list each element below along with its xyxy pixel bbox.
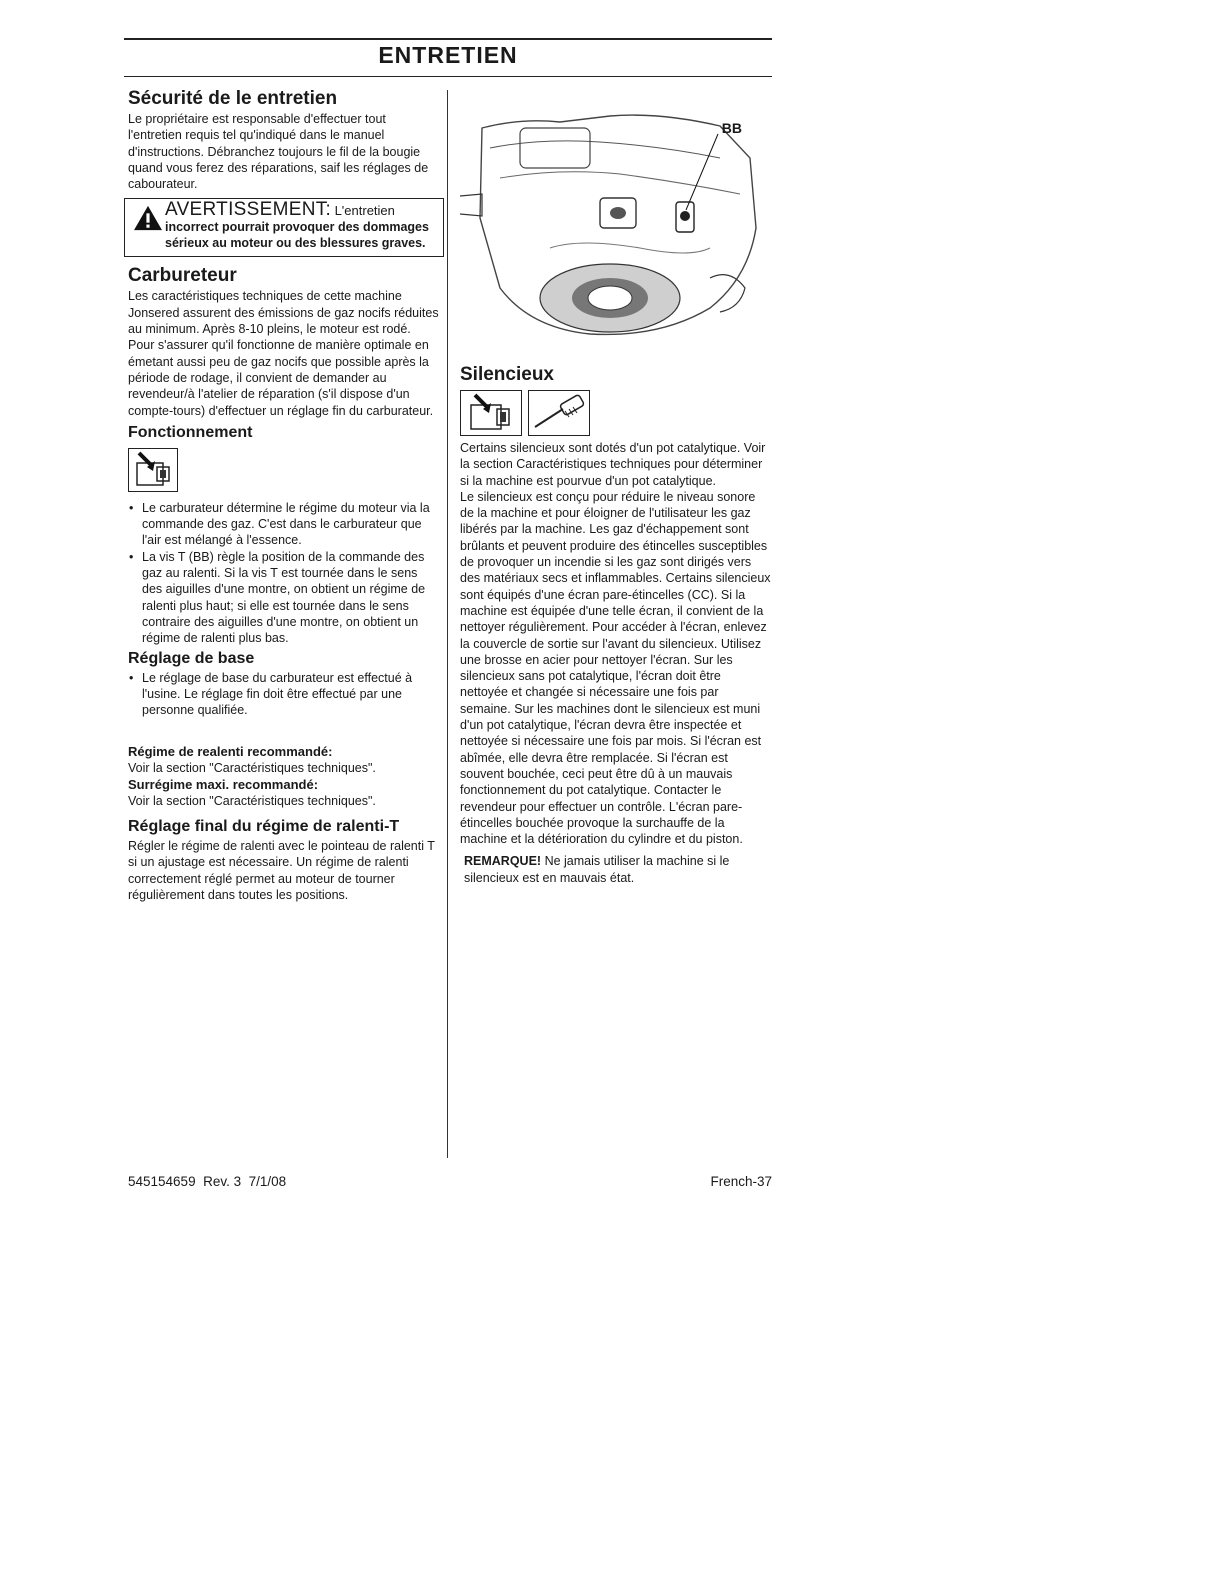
base-list — [128, 670, 440, 719]
safety-text: Le propriétaire est responsable d'effectuer tout l'entretien requis tel qu'indiqué dans le manuel d'instructions. Débranchez toujours le fil de la bougie quand vous ferez des réparations, saif les réglages de cabourateur. — [128, 112, 429, 192]
title-rule — [124, 76, 772, 77]
idle-rec-text: Voir la section "Caractéristiques techniques". — [128, 761, 376, 776]
safety-heading: Sécurité de le entretien — [128, 88, 338, 109]
carb-heading: Carbureteur — [128, 265, 237, 287]
operation-heading: Fonctionnement — [128, 423, 253, 441]
top-rule — [124, 38, 772, 40]
final-text: Régler le régime de ralenti avec le pointeau de ralenti T si un ajustage est nécessaire. Un régime de ralenti correctement réglé permet au moteur de tourner régulièrement dans toutes les positions. — [128, 839, 435, 902]
muffler-symbols — [460, 390, 772, 436]
max-rec-text: Voir la section "Caractéristiques techniques". — [128, 793, 376, 808]
footer-docnum: 545154659 Rev. 3 7/1/08 — [128, 1174, 287, 1189]
muffler-text-2: Le silencieux est conçu pour réduire le niveau sonore de la machine et pour éloigner de l'utilisateur les gaz libérés par la machine. Les gaz d'échappement sont brûlants et peuvent produire des étincelles susceptibles de provoquer un incendie si les gaz sont dirigés vers des matériaux secs et inflammables. Certains silencieux sont équipés d'une écran pare-étincelles (CC). Si la machine est équipée d'une telle écran, il convient de la nettoyer régulièrement. Pour accéder à l'écran, enlevez la couvercle de sortie sur l'avant du silencieux. Utilisez une brosse en acier pour nettoyer l'écran. Sur les silencieux sans pot catalytique, l'écran doit être nettoyée et changée si nécessaire une fois par semaine. Sur les machines dont le silencieux est muni d'un pot catalytique, l'écran devra être inspectée et nettoyée si nécessaire une fois par mois. Si l'écran est abîmée, elle devra être remplacée. Si l'écran est souvent bouchée, ceci peut être dû à un mauvais fonctionnement du pot catalytique. Contacter le revendeur pour effectuer un contrôle. L'écran pare-étincelles bouchée provoque la surchauffe de la machine et la détérioration du cylindre et du piston. — [460, 489, 771, 847]
carburetor-symbol-icon — [128, 448, 178, 492]
note-text: Ne jamais utiliser la machine si le silencieux est en mauvais état. — [464, 854, 730, 885]
warning-box — [124, 198, 444, 257]
warning-body: incorrect pourrait provoquer des dommages sérieux au moteur ou des blessures graves. — [165, 220, 429, 251]
muffler-note — [460, 853, 772, 886]
operation-list — [128, 500, 440, 647]
right-column — [460, 88, 772, 886]
left-column — [128, 88, 440, 903]
warning-title: AVERTISSEMENT: — [165, 199, 332, 221]
base-heading: Réglage de base — [128, 649, 255, 667]
warning-triangle-icon — [131, 204, 165, 232]
list-item: • Le carburateur détermine le régime du moteur via la commande des gaz. C'est dans le carburateur que l'air est mélangé à l'essence. — [128, 500, 440, 549]
warning-text — [165, 199, 437, 251]
muffler-symbol-icon — [460, 390, 522, 436]
muffler-heading: Silencieux — [460, 364, 554, 385]
list-item: • La vis T (BB) règle la position de la commande des gaz au ralenti. Si la vis T est tournée dans le sens des aiguilles d'une montre, on obtient un régime de ralenti plus haut; si elle est tournée dans le sens contraire des aiguilles d'une montre, on obtient un régime de ralenti plus bas. — [128, 549, 440, 647]
footer-page: French-37 — [710, 1174, 772, 1189]
list-item: • Le réglage de base du carburateur est effectué à l'usine. Le réglage fin doit être effectué par une personne qualifiée. — [128, 670, 440, 719]
wire-brush-icon — [528, 390, 590, 436]
column-divider — [447, 90, 448, 1158]
final-heading: Réglage final du régime de ralenti-T — [128, 818, 400, 836]
carburetor-figure — [460, 98, 772, 338]
max-rec-label: Surrégime maxi. recommandé: — [128, 776, 319, 792]
warning-lead: L'entretien — [334, 203, 395, 219]
carb-text: Les caractéristiques techniques de cette machine Jonsered assurent des émissions de gaz nocifs réduites au minimum. Après 8-10 pleins, le moteur est rodé. Pour s'assurer qu'il fonctionne de manière optimale en émetant aussi peu de gaz nocifs que possible après la période de rodage, il convient de demander au revendeur/à l'atelier de réparation (s'il dispose d'un compte-tours) d'effectuer un réglage fin du carburateur. — [128, 289, 439, 418]
note-label: REMARQUE! — [464, 854, 542, 869]
idle-rec-label: Régime de realenti recommandé: — [128, 744, 333, 760]
muffler-text-1: Certains silencieux sont dotés d'un pot catalytique. Voir la section Caractéristiques techniques pour déterminer si la machine est pourvue d'un pot catalytique. — [460, 441, 766, 488]
page-title: ENTRETIEN — [378, 42, 518, 68]
bb-label: BB — [721, 120, 742, 136]
